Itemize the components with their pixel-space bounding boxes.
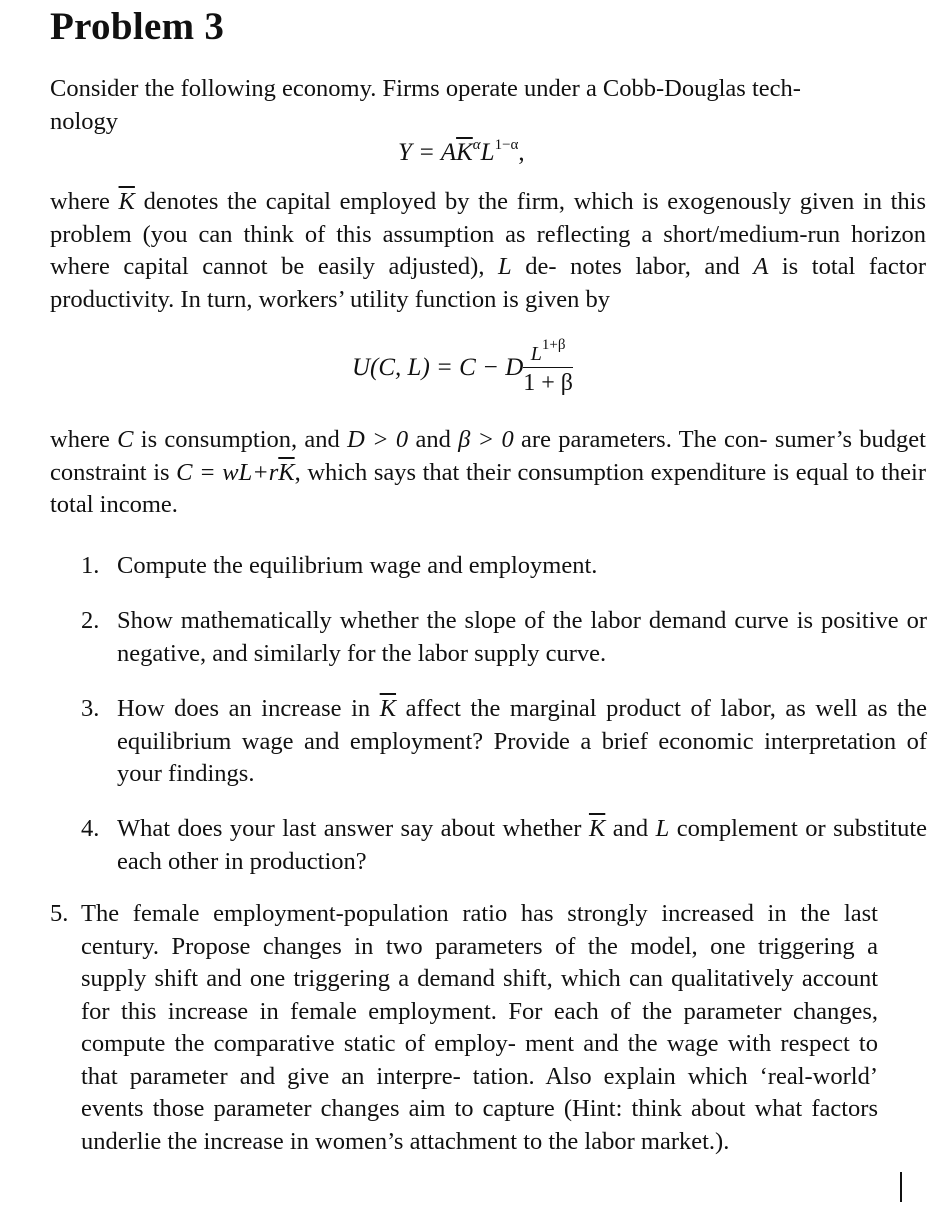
desc-text-3: de- notes labor, and [525,253,740,280]
eq2-numerator-exponent: 1+β [541,337,566,353]
budget-d-param: D > 0 [347,426,409,453]
desc-text-4: is total factor productivity. In turn, workers’ utility function is given by [50,253,927,313]
description-paragraph [50,186,926,316]
eq2-lhs: U(C, L) = C − D [352,354,524,382]
eq1-labor: L [480,139,495,166]
eq2-denominator: 1 + β [523,370,574,396]
desc-labor: L [498,253,512,280]
desc-capital: $\overline{K}$ [118,188,135,215]
eq1-comma: , [518,139,525,166]
question-3-text-b: affect the marginal product of labor, as well as the equilibrium wage and employment? Provide a brief economic interpretation of your findings. [117,695,927,787]
problem-title: Problem 3 [50,5,225,48]
question-2-text: Show mathematically whether the slope of the labor demand curve is positive or negative, and similarly for the labor supply curve. [117,607,927,667]
eq1-lhs: Y = A [398,139,457,166]
question-5-text: The female employment-population ratio has strongly increased in the last century. Propose changes in two parameters of the model, one triggering a supply shift and one triggering a demand shift, which can qualitatively account for this increase in female employment. For each of the parameter changes, compute the comparative static of employ- ment and the wage with respect to that parameter and give an interpre- tation. Also explain which ‘real-world’ events those parameter changes aim to capture (Hint: think about what factors underlie the increase in women’s attachment to the labor market.). [81,900,878,1155]
question-3 [81,693,927,791]
budget-text-2: is consumption, and [140,426,340,453]
budget-paragraph [50,424,926,522]
budget-text-4: are parameters. The con- sumer’s budget constraint is [50,426,926,486]
question-2 [81,605,927,670]
budget-consumption: C [117,426,134,453]
budget-text-5: , which says that their consumption expenditure is equal to their total income. [50,458,926,518]
eq1-labor-exponent: 1−α [494,137,519,153]
question-3-number: 3. [81,695,100,722]
eq2-fraction [523,337,574,398]
eq2-numerator: L [530,343,542,365]
desc-text-1: where [50,188,110,215]
question-4-text-b: and [612,815,649,842]
question-4-labor: L [655,815,670,842]
budget-text-1: where [50,426,110,453]
budget-equation: C = wL+r [176,458,279,486]
eq1-capital: $\overline{K}$ [456,139,473,166]
question-1-text: Compute the equilibrium wage and employment. [117,552,598,579]
question-5 [50,898,878,1158]
utility-function-equation [352,337,574,398]
question-4-number: 4. [81,815,100,842]
question-4-capital: $\overline{K}$ [588,815,606,842]
text-cursor [900,1172,902,1202]
question-4-text-a: What does your last answer say about whether [117,815,582,842]
production-function-equation [398,139,525,167]
question-1-number: 1. [81,552,100,579]
budget-capital: $\overline{K}$ [278,458,295,486]
question-4 [81,813,928,878]
question-5-number: 5. [50,900,69,927]
budget-text-3: and [415,426,451,453]
question-3-text-a: How does an increase in [117,695,371,722]
intro-line-a: Consider the following economy. Firms operate under a Cobb-Douglas tech- [50,75,801,102]
intro-paragraph [50,73,926,138]
question-2-number: 2. [81,607,100,634]
question-3-capital: $\overline{K}$ [379,695,397,722]
desc-tfp: A [753,253,769,280]
question-1 [81,550,927,583]
eq1-alpha: α [472,137,481,153]
question-4-text-c: complement or substitute each other in production? [117,815,928,875]
intro-line-b: nology [50,107,119,135]
budget-beta-param: β > 0 [458,426,514,453]
desc-text-2: denotes the capital employed by the firm, which is exogenously given in this problem (you can think of this assumption as reflecting a short/medium-run horizon where capital cannot be easily adjusted), [50,188,927,280]
